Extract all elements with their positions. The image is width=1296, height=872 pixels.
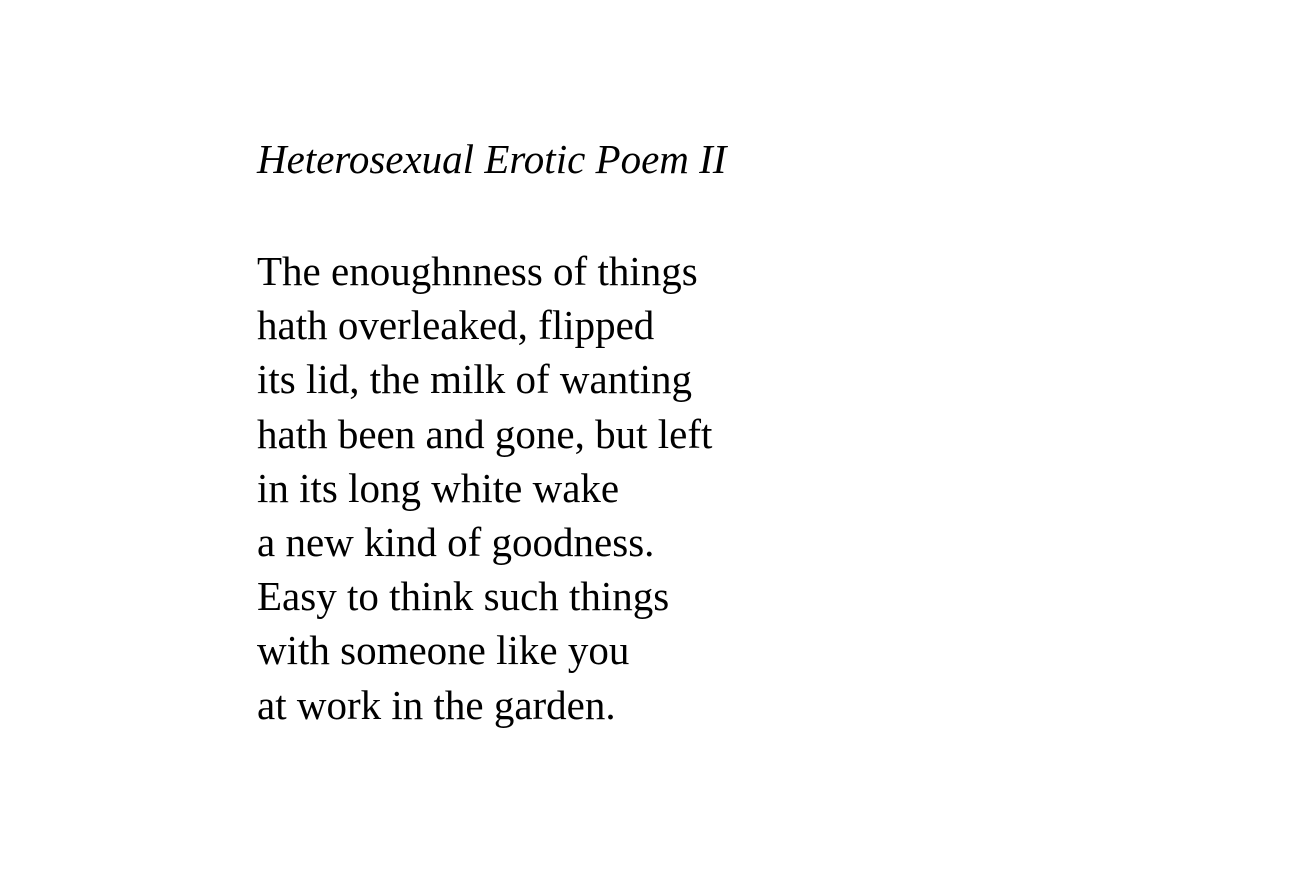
poem-line: at work in the garden.: [257, 681, 616, 728]
poem-line: hath overleaked, flipped: [257, 302, 655, 349]
poem-line: its lid, the milk of wanting: [257, 356, 693, 403]
poem-line: a new kind of goodness.: [257, 519, 655, 566]
poem-line: in its long white wake: [257, 464, 620, 511]
poem: [257, 136, 957, 732]
poem-line: with someone like you: [257, 627, 630, 674]
poem-body: [257, 244, 957, 732]
poem-line: Easy to think such things: [257, 573, 670, 620]
poem-line: hath been and gone, but left: [257, 410, 713, 457]
poem-line: The enoughnness of things: [257, 248, 698, 294]
poem-title: Heterosexual Erotic Poem II: [257, 136, 727, 182]
